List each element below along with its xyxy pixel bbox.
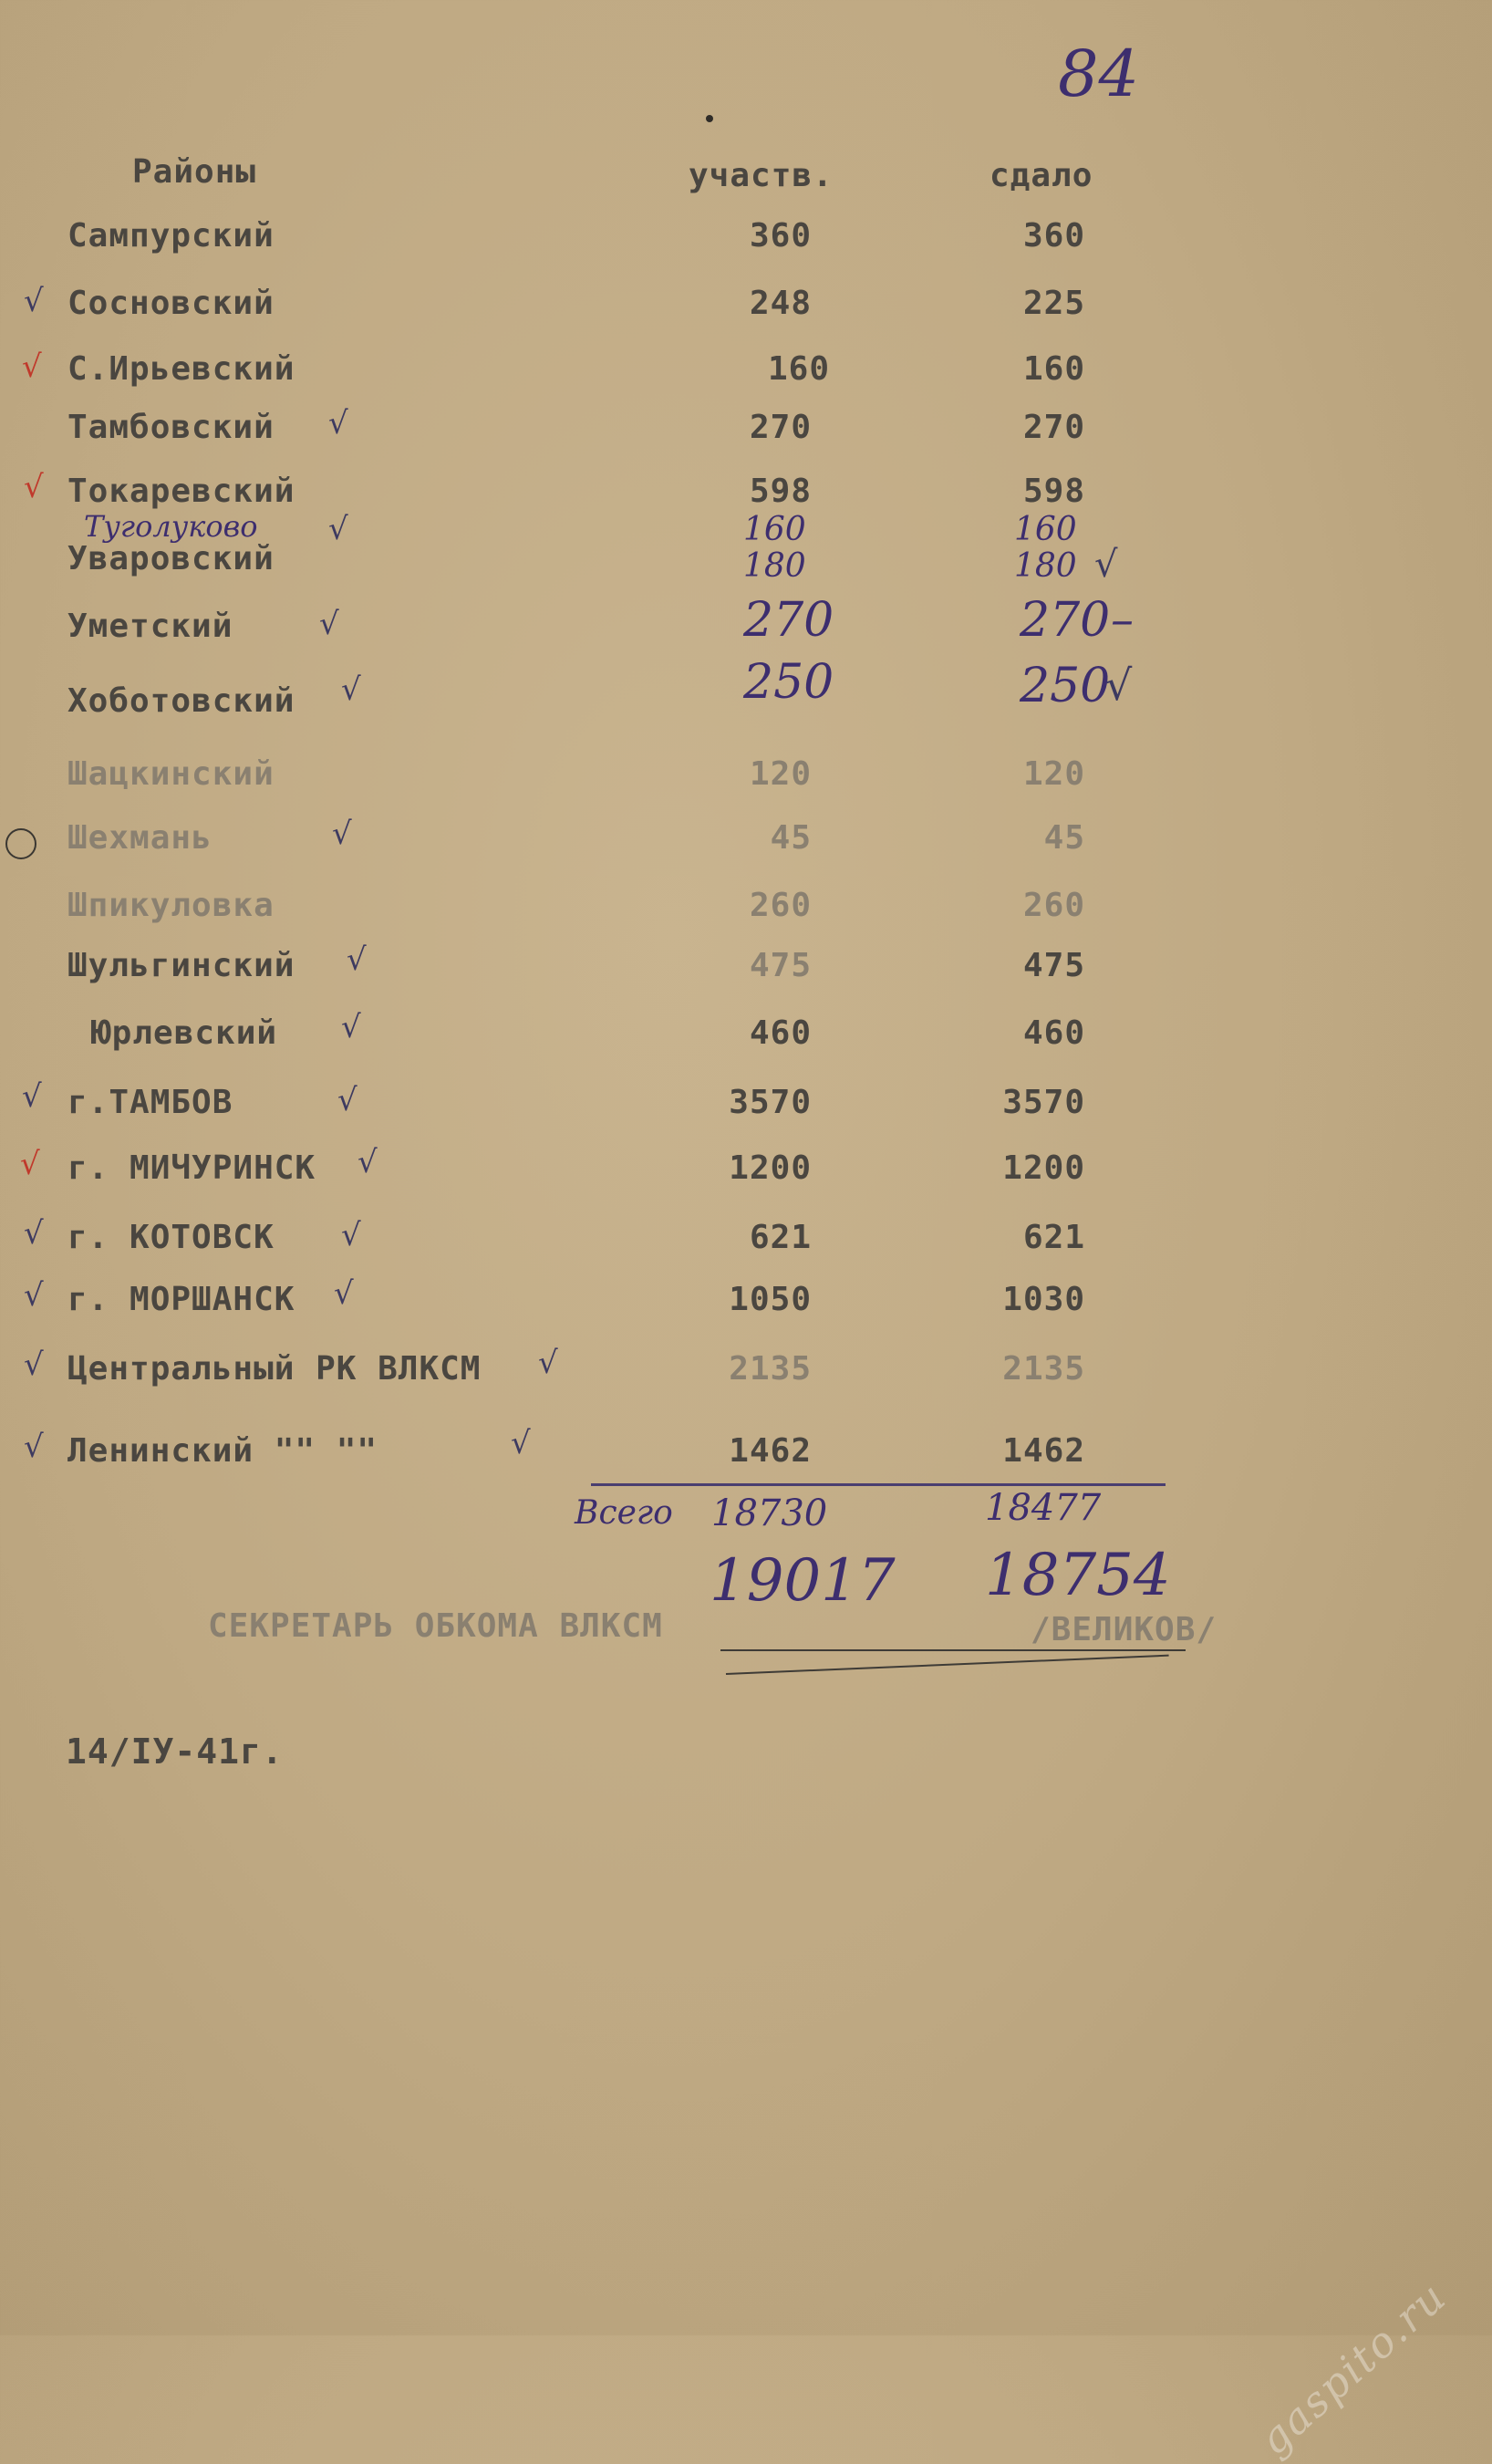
check-icon: √ (334, 1275, 354, 1312)
check-icon: √ (341, 1217, 361, 1253)
district-name: г. МОРШАНСК (67, 1281, 295, 1318)
check-icon: √ (341, 1009, 361, 1045)
participated-value: 1200 (729, 1149, 812, 1187)
participated-value: 270 (749, 409, 812, 446)
participated-value: 250 (743, 655, 834, 710)
participated-value: 160 (767, 350, 830, 388)
passed-value: 250 (1020, 659, 1111, 713)
passed-value: 475 (1022, 947, 1085, 984)
participated-value: 475 (749, 947, 812, 984)
header-district: Районы (132, 153, 257, 191)
totals-participated: 18730 (711, 1492, 828, 1534)
participated-value: 120 (749, 755, 812, 793)
document-date: 14/IУ-41г. (66, 1731, 284, 1772)
check-icon: √ (24, 1277, 44, 1314)
totals-underline (591, 1483, 1166, 1486)
handwritten-district: Туголуково (84, 509, 258, 544)
passed-value: 1200 (1002, 1149, 1085, 1187)
passed-value: 598 (1022, 473, 1085, 510)
check-icon: √ (328, 511, 348, 547)
header-participated: участв. (689, 157, 834, 194)
passed-value: 1462 (1002, 1432, 1085, 1470)
passed-value: 260 (1022, 887, 1085, 924)
passed-value: 180 (1014, 547, 1077, 585)
check-icon: √ (24, 1429, 44, 1465)
passed-value: 270 (1022, 409, 1085, 446)
passed-value: 120 (1022, 755, 1085, 793)
page-number: 84 (1058, 36, 1140, 111)
passed-value: 270 (1020, 593, 1111, 648)
district-name: г.ТАМБОВ (67, 1084, 233, 1121)
district-name: г. МИЧУРИНСК (67, 1149, 316, 1187)
passed-value: 160 (1022, 350, 1085, 388)
district-name: Сосновский (67, 285, 275, 322)
check-icon: √ (24, 1215, 44, 1252)
district-name: Сампурский (67, 217, 275, 255)
participated-value: 2135 (729, 1350, 812, 1388)
check-icon: √ (1094, 544, 1118, 586)
ink-dot (706, 115, 713, 122)
totals-passed: 18477 (985, 1487, 1102, 1529)
passed-value: 360 (1022, 217, 1085, 255)
watermark: gaspito.ru (1249, 2271, 1456, 2464)
participated-value: 248 (749, 285, 812, 322)
passed-value: 1030 (1002, 1281, 1085, 1318)
participated-value: 460 (749, 1014, 812, 1052)
signature-strike (726, 1655, 1169, 1675)
check-icon: √ (24, 469, 44, 505)
check-icon: √ (22, 1078, 42, 1115)
participated-value: 598 (749, 473, 812, 510)
participated-value: 1050 (729, 1281, 812, 1318)
check-icon: √ (332, 816, 352, 852)
district-name: Уметский (67, 608, 233, 645)
participated-value: 3570 (729, 1084, 812, 1121)
check-icon: √ (1105, 660, 1133, 710)
check-icon: √ (22, 348, 42, 385)
district-name: Центральный РК ВЛКСМ (67, 1350, 482, 1388)
district-name: г. КОТОВСК (67, 1219, 275, 1256)
participated-value: 180 (743, 547, 806, 585)
passed-value: 45 (1043, 819, 1085, 857)
check-icon: √ (319, 606, 339, 642)
dash-mark: – (1111, 593, 1134, 646)
participated-value: 621 (749, 1219, 812, 1256)
check-icon: √ (337, 1082, 357, 1118)
district-name: Шпикуловка (67, 887, 275, 924)
secretary-title: СЕКРЕТАРЬ ОБКОМА ВЛКСМ (208, 1607, 663, 1645)
check-icon: √ (538, 1345, 558, 1381)
passed-value: 225 (1022, 285, 1085, 322)
check-icon: √ (24, 283, 44, 319)
district-name: Тамбовский (67, 409, 275, 446)
participated-value: 260 (749, 887, 812, 924)
district-name: Уваровский (67, 540, 275, 577)
passed-value: 2135 (1002, 1350, 1085, 1388)
circle-mark-icon (5, 828, 36, 859)
district-name: Шацкинский (67, 755, 275, 793)
passed-value: 621 (1022, 1219, 1085, 1256)
signature-line (720, 1649, 1186, 1651)
district-name: Хоботовский (67, 682, 295, 720)
check-icon: √ (357, 1144, 378, 1180)
check-icon: √ (328, 405, 348, 442)
district-name: Юрлевский (91, 1014, 278, 1052)
district-name: Шехмань (67, 819, 212, 857)
check-icon: √ (24, 1346, 44, 1383)
check-icon: √ (20, 1146, 40, 1182)
district-name: Ленинский "" "" (67, 1432, 378, 1470)
check-icon: √ (347, 941, 367, 978)
participated-value: 270 (743, 593, 834, 648)
secretary-name: /ВЕЛИКОВ/ (1031, 1611, 1217, 1648)
handwritten-participated: 160 (743, 511, 806, 548)
participated-value: 1462 (729, 1432, 812, 1470)
check-icon: √ (341, 671, 361, 708)
corrected-total-participated: 19017 (710, 1547, 896, 1615)
check-icon: √ (511, 1425, 531, 1461)
district-name: Токаревский (67, 473, 295, 510)
header-passed: сдало (989, 157, 1093, 194)
passed-value: 3570 (1002, 1084, 1085, 1121)
totals-label: Всего (575, 1494, 673, 1532)
district-name: С.Ирьевский (67, 350, 295, 388)
handwritten-passed: 160 (1014, 511, 1077, 548)
district-name: Шульгинский (67, 947, 295, 984)
participated-value: 45 (770, 819, 812, 857)
passed-value: 460 (1022, 1014, 1085, 1052)
participated-value: 360 (749, 217, 812, 255)
corrected-total-passed: 18754 (985, 1542, 1171, 1609)
